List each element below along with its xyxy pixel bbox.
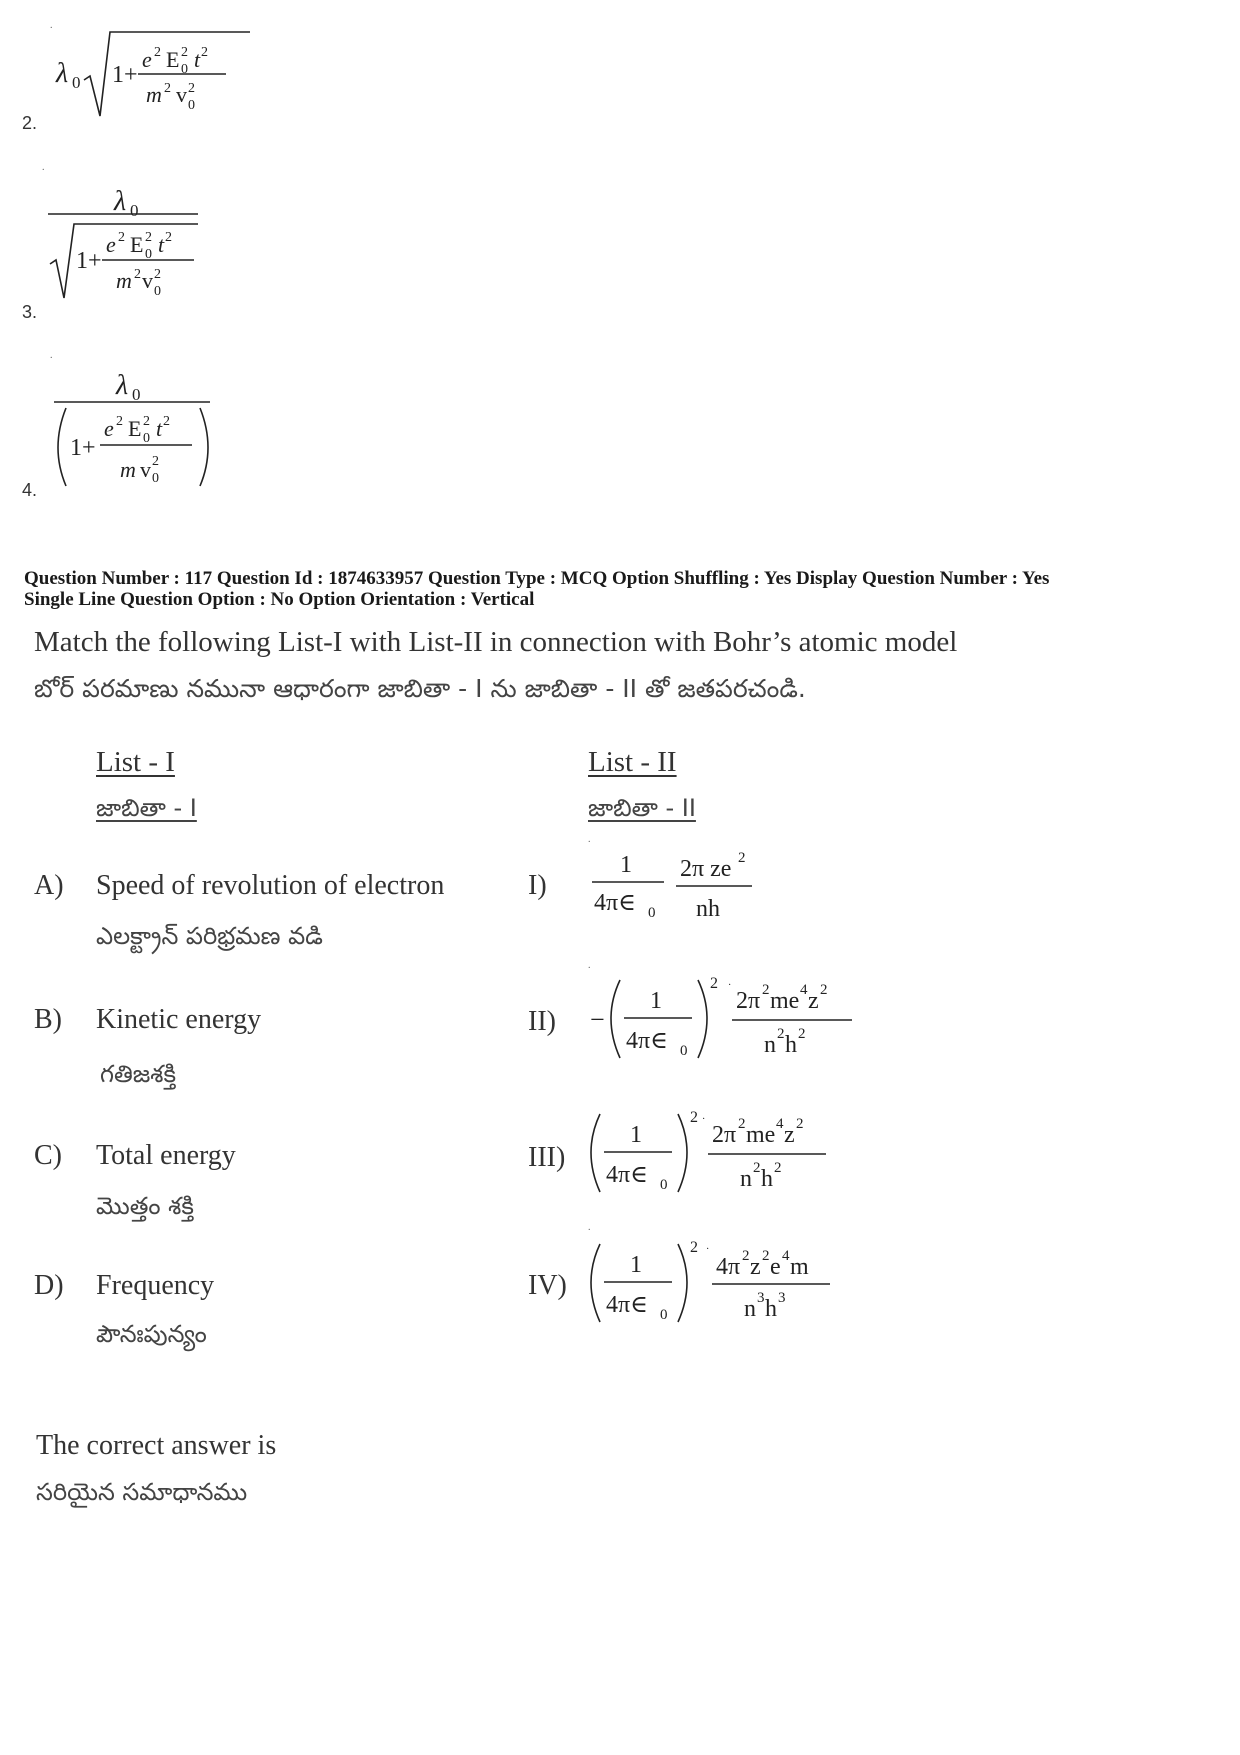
list-1-text-b: Kinetic energy bbox=[96, 1004, 262, 1035]
answer-prompt-english: The correct answer is bbox=[36, 1430, 277, 1461]
svg-text:2: 2 bbox=[154, 267, 161, 282]
svg-text:0: 0 bbox=[72, 73, 81, 92]
svg-text:0: 0 bbox=[143, 431, 150, 446]
list-1-text-a: Speed of revolution of electron bbox=[96, 870, 445, 901]
svg-text:λ: λ bbox=[114, 186, 127, 217]
option-4-number[interactable]: 4. bbox=[22, 480, 38, 500]
svg-text:e: e bbox=[770, 1254, 781, 1280]
svg-text:n: n bbox=[740, 1166, 752, 1192]
option-4-formula bbox=[50, 360, 230, 500]
option-2-formula bbox=[50, 22, 250, 122]
list-1-telugu-b: గతిజశక్తి bbox=[100, 1060, 177, 1088]
list-2-label-4: IV) bbox=[528, 1270, 567, 1301]
option-3-formula bbox=[44, 170, 214, 310]
list-2-label-1: I) bbox=[528, 870, 547, 901]
svg-text:2: 2 bbox=[820, 982, 828, 998]
svg-text:v: v bbox=[142, 268, 153, 293]
svg-text:n: n bbox=[764, 1032, 776, 1058]
svg-text:1: 1 bbox=[630, 1252, 642, 1278]
svg-text:1: 1 bbox=[620, 852, 632, 878]
list-2-formula-1 bbox=[588, 842, 768, 932]
svg-text:0: 0 bbox=[660, 1307, 668, 1323]
list-1-label-d: D) bbox=[34, 1270, 64, 1301]
svg-text:λ: λ bbox=[56, 58, 69, 89]
svg-text:2: 2 bbox=[163, 414, 170, 429]
svg-text:1: 1 bbox=[630, 1122, 642, 1148]
svg-text:z: z bbox=[808, 988, 819, 1014]
svg-text:2: 2 bbox=[690, 1239, 698, 1256]
svg-text:4π∈: 4π∈ bbox=[594, 890, 636, 916]
svg-text:4π: 4π bbox=[716, 1254, 741, 1280]
svg-text:2: 2 bbox=[201, 45, 208, 60]
list-2-formula-4 bbox=[588, 1232, 848, 1332]
svg-text:0: 0 bbox=[130, 201, 139, 220]
svg-text:1+: 1+ bbox=[70, 435, 96, 461]
svg-text:2: 2 bbox=[798, 1026, 806, 1042]
list-2-formula-2 bbox=[588, 968, 868, 1068]
svg-text:0: 0 bbox=[145, 247, 152, 262]
svg-text:z: z bbox=[750, 1254, 761, 1280]
option-3-number[interactable]: 3. bbox=[22, 302, 38, 322]
svg-text:4π∈: 4π∈ bbox=[626, 1028, 668, 1054]
svg-text:n: n bbox=[744, 1296, 756, 1322]
svg-text:E: E bbox=[128, 416, 142, 441]
list-1-label-c: C) bbox=[34, 1140, 62, 1171]
svg-text:2: 2 bbox=[154, 45, 161, 60]
svg-text:v: v bbox=[140, 457, 151, 482]
svg-text:2: 2 bbox=[145, 230, 152, 245]
stray-dot: . bbox=[588, 1222, 591, 1233]
svg-text:2: 2 bbox=[165, 230, 172, 245]
svg-text:m: m bbox=[120, 457, 136, 482]
list-2-formula-3 bbox=[588, 1102, 848, 1202]
svg-text:4π∈: 4π∈ bbox=[606, 1292, 648, 1318]
svg-text:−: − bbox=[590, 1005, 605, 1034]
svg-text:z: z bbox=[784, 1122, 795, 1148]
svg-text:e: e bbox=[104, 416, 114, 441]
svg-text:2: 2 bbox=[762, 982, 770, 998]
svg-text:t: t bbox=[194, 47, 201, 72]
question-text-english: Match the following List-I with List-II in connection with Bohr’s atomic model bbox=[34, 626, 958, 658]
stray-dot: . bbox=[42, 162, 45, 173]
svg-text:v: v bbox=[176, 82, 187, 107]
svg-text:2: 2 bbox=[118, 230, 125, 245]
svg-text:1+: 1+ bbox=[76, 248, 102, 274]
svg-text:2: 2 bbox=[181, 45, 188, 60]
stray-dot: . bbox=[50, 350, 53, 361]
svg-text:2π: 2π bbox=[736, 988, 761, 1014]
svg-text:·: · bbox=[706, 1244, 710, 1255]
stray-dot: . bbox=[50, 20, 53, 31]
svg-text:4: 4 bbox=[776, 1116, 784, 1132]
list-1-label-a: A) bbox=[34, 870, 64, 901]
svg-text:e: e bbox=[142, 47, 152, 72]
svg-text:2: 2 bbox=[762, 1248, 770, 1264]
svg-text:0: 0 bbox=[660, 1177, 668, 1193]
svg-text:h: h bbox=[761, 1166, 773, 1192]
svg-text:4: 4 bbox=[782, 1248, 790, 1264]
svg-text:2: 2 bbox=[164, 81, 171, 96]
answer-prompt-telugu: సరియైన సమాధానము bbox=[36, 1478, 248, 1506]
svg-text:2: 2 bbox=[188, 81, 195, 96]
list-1-heading: List - I bbox=[96, 746, 175, 778]
svg-text:2π ze: 2π ze bbox=[680, 856, 732, 882]
svg-text:0: 0 bbox=[648, 905, 656, 921]
svg-text:·: · bbox=[702, 1114, 706, 1125]
svg-text:4π∈: 4π∈ bbox=[606, 1162, 648, 1188]
svg-text:me: me bbox=[770, 988, 800, 1014]
svg-text:2: 2 bbox=[742, 1248, 750, 1264]
svg-text:4: 4 bbox=[800, 982, 808, 998]
svg-text:2: 2 bbox=[738, 1116, 746, 1132]
svg-text:t: t bbox=[156, 416, 163, 441]
svg-text:2: 2 bbox=[116, 414, 123, 429]
question-meta-line-1: Question Number : 117 Question Id : 1874633957 Question Type : MCQ Option Shuffling : Yes Display Question Number : Yes bbox=[24, 568, 1050, 589]
list-2-heading: List - II bbox=[588, 746, 677, 778]
list-1-telugu-d: పౌనఃపున్యం bbox=[96, 1320, 207, 1348]
svg-text:0: 0 bbox=[181, 62, 188, 77]
svg-text:0: 0 bbox=[188, 98, 195, 113]
svg-text:me: me bbox=[746, 1122, 776, 1148]
svg-text:2: 2 bbox=[152, 454, 159, 469]
stray-dot: . bbox=[588, 960, 591, 971]
list-1-heading-telugu: జాబితా - I bbox=[96, 794, 197, 822]
svg-text:2π: 2π bbox=[712, 1122, 737, 1148]
svg-text:2: 2 bbox=[690, 1109, 698, 1126]
svg-text:2: 2 bbox=[710, 975, 718, 992]
svg-text:2: 2 bbox=[143, 414, 150, 429]
svg-text:1: 1 bbox=[650, 988, 662, 1014]
svg-text:m: m bbox=[790, 1254, 809, 1280]
svg-text:t: t bbox=[158, 232, 165, 257]
option-2-number[interactable]: 2. bbox=[22, 113, 38, 133]
svg-text:2: 2 bbox=[777, 1026, 785, 1042]
list-2-label-3: III) bbox=[528, 1142, 566, 1173]
svg-text:E: E bbox=[130, 232, 144, 257]
list-2-heading-telugu: జాబితా - II bbox=[588, 794, 696, 822]
list-1-telugu-a: ఎలక్ట్రాన్ పరిభ్రమణ వడి bbox=[96, 922, 323, 950]
svg-text:3: 3 bbox=[757, 1290, 765, 1306]
svg-text:m: m bbox=[116, 268, 132, 293]
svg-text:3: 3 bbox=[778, 1290, 786, 1306]
svg-text:2: 2 bbox=[134, 267, 141, 282]
svg-text:nh: nh bbox=[696, 896, 720, 922]
question-meta-line-2: Single Line Question Option : No Option Orientation : Vertical bbox=[24, 589, 535, 610]
svg-text:1+: 1+ bbox=[112, 62, 138, 88]
svg-text:2: 2 bbox=[774, 1160, 782, 1176]
stray-dot: . bbox=[588, 834, 591, 845]
list-1-text-d: Frequency bbox=[96, 1270, 215, 1301]
list-1-telugu-c: మొత్తం శక్తి bbox=[96, 1192, 194, 1220]
svg-text:2: 2 bbox=[753, 1160, 761, 1176]
svg-text:E: E bbox=[166, 47, 180, 72]
svg-text:0: 0 bbox=[152, 471, 159, 486]
svg-text:h: h bbox=[765, 1296, 777, 1322]
svg-text:h: h bbox=[785, 1032, 797, 1058]
svg-text:2: 2 bbox=[738, 850, 746, 866]
question-text-telugu: బోర్ పరమాణు నమునా ఆధారంగా జాబితా - I ను జాబితా - II తో జతపరచండి. bbox=[34, 674, 806, 703]
svg-text:0: 0 bbox=[680, 1043, 688, 1059]
svg-text:2: 2 bbox=[796, 1116, 804, 1132]
list-1-text-c: Total energy bbox=[96, 1140, 236, 1171]
svg-text:m: m bbox=[146, 82, 162, 107]
svg-text:λ: λ bbox=[116, 370, 129, 401]
svg-text:0: 0 bbox=[132, 385, 141, 404]
svg-text:0: 0 bbox=[154, 284, 161, 299]
list-2-label-2: II) bbox=[528, 1006, 556, 1037]
list-1-label-b: B) bbox=[34, 1004, 62, 1035]
svg-text:·: · bbox=[728, 980, 732, 991]
svg-text:e: e bbox=[106, 232, 116, 257]
